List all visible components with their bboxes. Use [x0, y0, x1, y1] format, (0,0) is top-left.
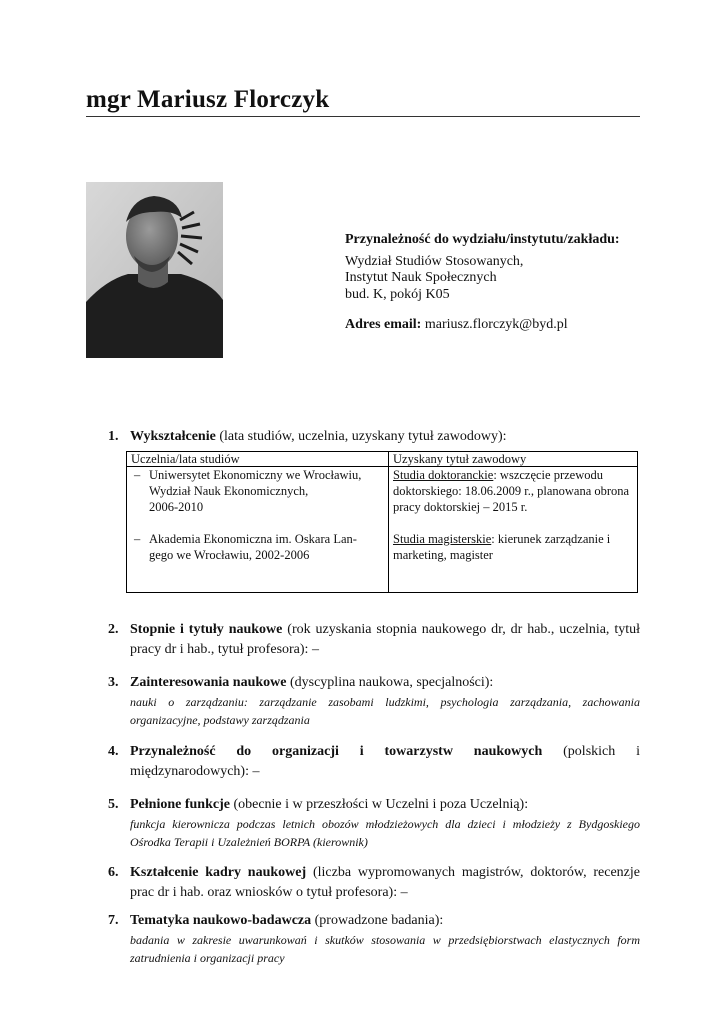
section-number: 7. [108, 913, 119, 928]
degree-entry [393, 467, 633, 515]
section-staff-training [108, 863, 640, 903]
university-line: Wydział Nauk Ekonomicznych, [149, 484, 309, 498]
section-number: 5. [108, 797, 119, 812]
section-description: (lata studiów, uczelnia, uzyskany tytuł zawodowy): [215, 429, 507, 444]
affiliation-label: Przynależność do wydziału/instytutu/zakładu: [345, 232, 620, 247]
section-number: 1. [108, 429, 119, 444]
degrees-cell [389, 467, 638, 593]
table-header-row [127, 452, 638, 467]
degree-label: Studia magisterskie [393, 532, 492, 546]
section-detail: nauki o zarządzaniu: zarządzanie zasobami ludzkimi, psychologia zarządzania, zachowania organizacyjne, podstawy zarządzania [130, 695, 640, 727]
affiliation-block [345, 232, 645, 334]
universities-cell [127, 467, 389, 593]
degree-label: Studia doktoranckie [393, 468, 494, 482]
degree-text: : kierunek zarządzanie i marketing, magister [393, 532, 611, 562]
section-number: 3. [108, 675, 119, 690]
dash-bullet: – [134, 468, 141, 482]
section-title: Tematyka naukowo-badawcza [130, 913, 312, 928]
column-header: Uzyskany tytuł zawodowy [389, 452, 638, 467]
section-description: (prowadzone badania): [311, 913, 444, 928]
section-description: (obecnie i w przeszłości w Uczelni i poza Uczelnią): [229, 797, 529, 812]
university-line: Uniwersytet Ekonomiczny we Wrocławiu, [149, 468, 362, 482]
section-title: Przynależność do organizacji i towarzystw naukowych [130, 744, 543, 759]
section-title: Stopnie i tytuły naukowe [130, 622, 283, 637]
section-detail: funkcja kierownicza podczas letnich obozów młodzieżowych dla dzieci i młodzieży z Bydgoskiego Ośrodka Terapii i Uzależnień BORPA (kierownik) [130, 817, 640, 849]
section-title: Wykształcenie [130, 429, 216, 444]
email-row [345, 317, 645, 334]
portrait-image [86, 182, 223, 358]
affiliation-line: bud. K, pokój K05 [345, 286, 450, 302]
section-description: (polskich i międzynarodowych): – [130, 744, 640, 779]
profile-photo [86, 182, 223, 358]
degree-text: : wszczęcie przewodu doktorskiego: 18.06.2009 r., planowana obrona pracy doktorskiej – 2015 r. [393, 468, 630, 514]
section-title: Zainteresowania naukowe [130, 675, 287, 690]
section-number: 2. [108, 622, 119, 637]
section-interests [108, 673, 640, 729]
section-description: (liczba wypromowanych magistrów, doktorów, recenzje prac dr i hab. oraz wniosków o tytuł profesora): – [130, 865, 640, 900]
title-underline [86, 116, 640, 117]
dash-bullet: – [134, 532, 141, 546]
education-table [126, 451, 638, 593]
section-organizations [108, 742, 640, 782]
column-header: Uczelnia/lata studiów [127, 452, 389, 467]
section-number: 6. [108, 865, 119, 880]
section-degrees [108, 620, 640, 660]
list-item [131, 531, 384, 563]
section-description: (rok uzyskania stopnia naukowego dr, dr hab., uczelnia, tytuł pracy dr i hab., tytuł profesora): – [130, 622, 640, 657]
table-row [127, 467, 638, 593]
section-education [108, 427, 640, 447]
affiliation-line: Wydział Studiów Stosowanych, [345, 253, 524, 269]
list-item [131, 467, 384, 515]
email-address[interactable]: mariusz.florczyk@byd.pl [424, 317, 568, 332]
section-functions [108, 795, 640, 851]
affiliation-line: Instytut Nauk Społecznych [345, 270, 497, 285]
university-line: Akademia Ekonomiczna im. Oskara Lan- [149, 532, 357, 546]
section-title: Pełnione funkcje [130, 797, 230, 812]
section-title: Kształcenie kadry naukowej [130, 865, 307, 880]
section-detail: badania w zakresie uwarunkowań i skutków stosowania w przedsiębiorstwach elastycznych form zatrudnienia i organizacji pracy [130, 933, 640, 965]
university-line: gego we Wrocławiu, 2002-2006 [149, 548, 310, 562]
section-research [108, 911, 640, 967]
section-number: 4. [108, 744, 119, 759]
section-description: (dyscyplina naukowa, specjalności): [286, 675, 494, 690]
page-title: mgr Mariusz Florczyk [86, 86, 330, 113]
university-line: 2006-2010 [149, 500, 204, 514]
email-label: Adres email: [345, 317, 422, 332]
degree-entry [393, 531, 633, 563]
